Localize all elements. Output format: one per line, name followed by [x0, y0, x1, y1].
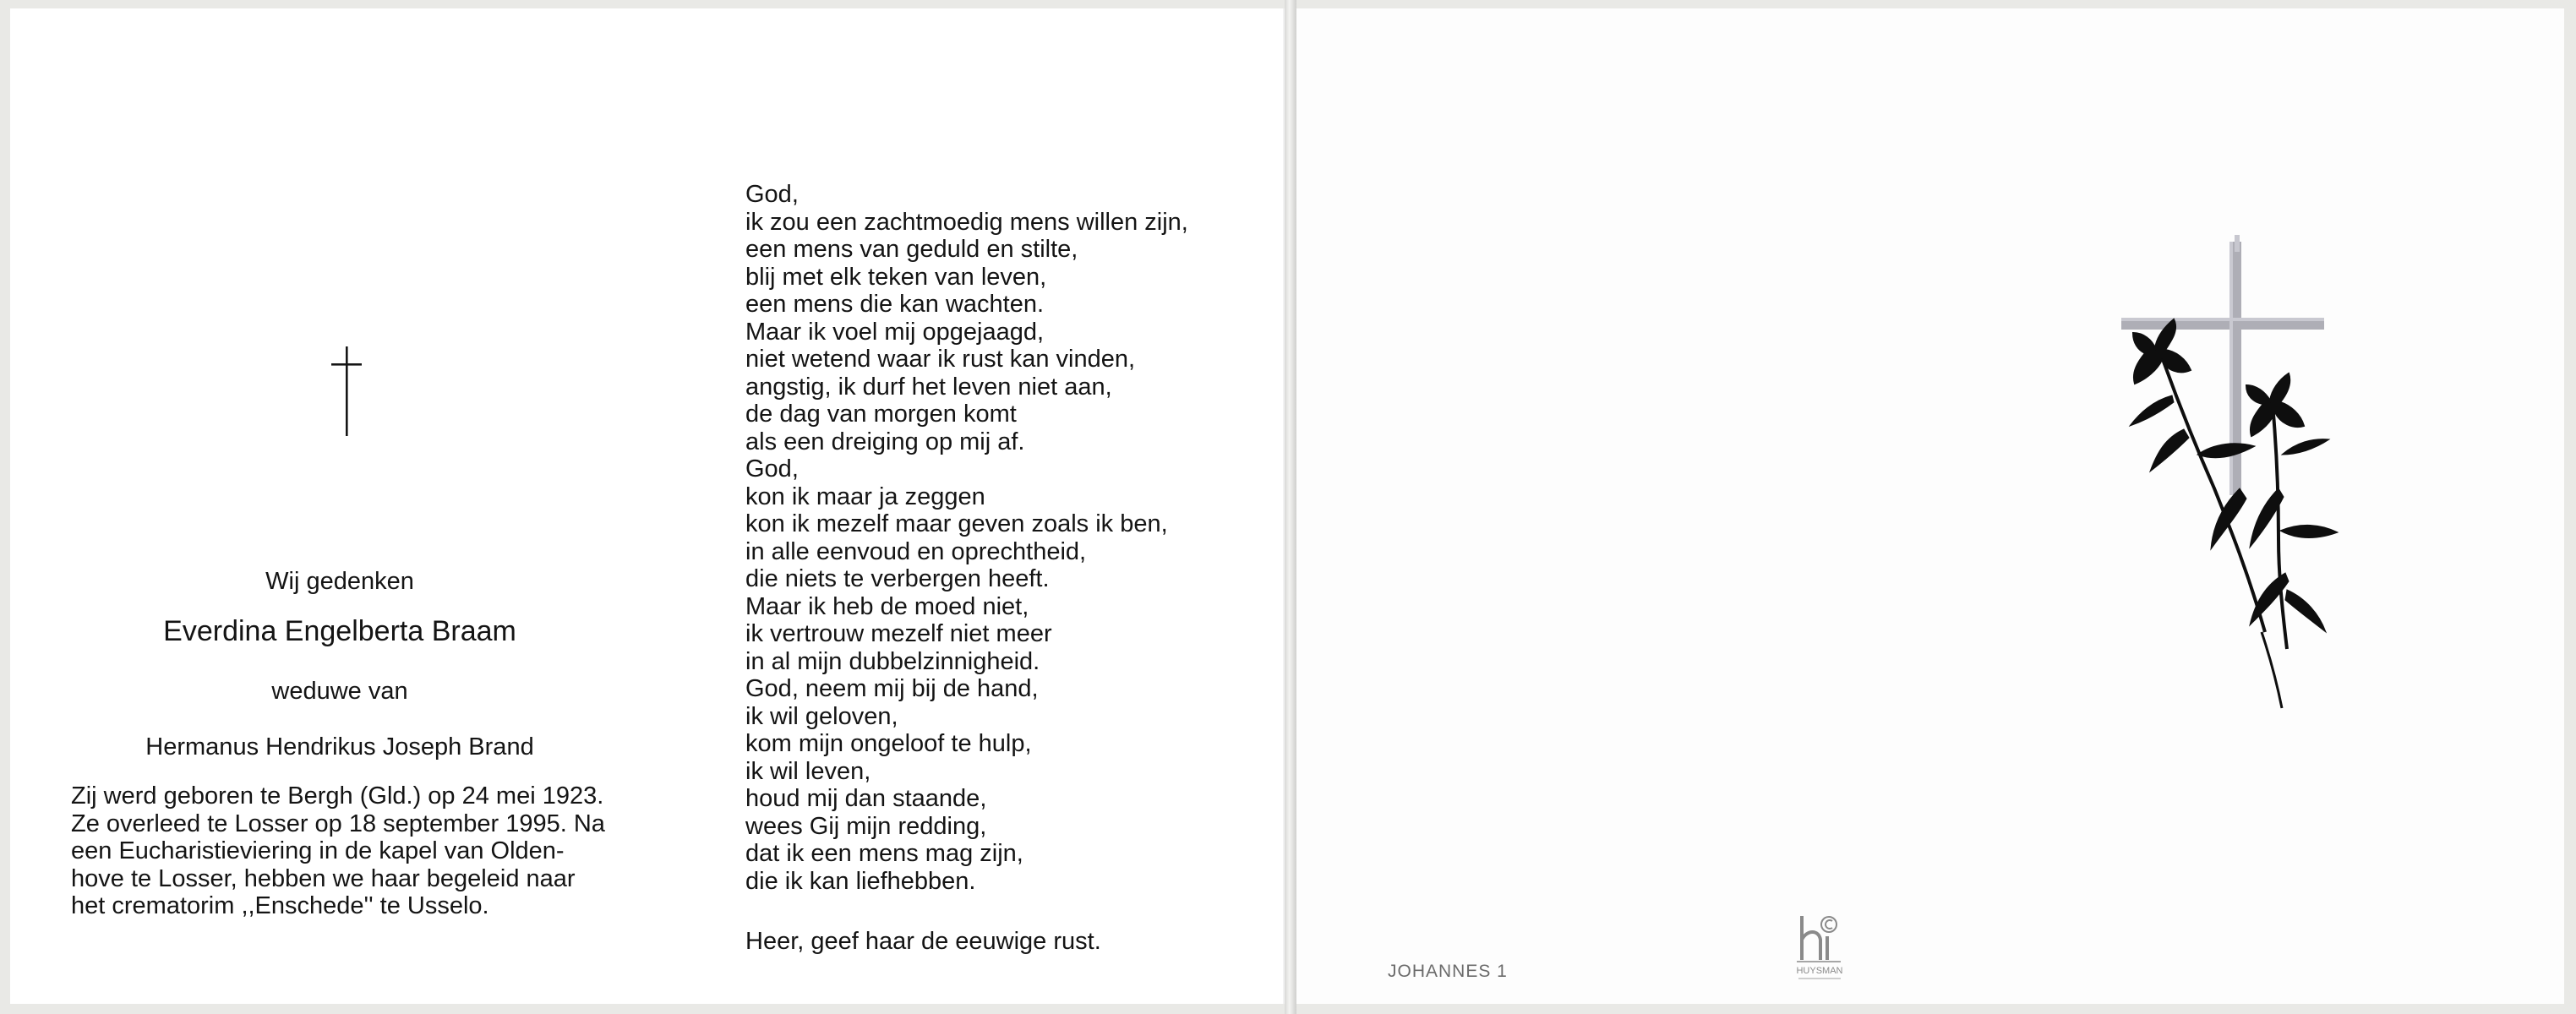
poem-line: een mens van geduld en stilte,: [745, 236, 1078, 263]
prayer-poem: [745, 181, 1188, 895]
bio-line: een Eucharistieviering in de kapel van Olden-: [71, 837, 565, 864]
spouse-name: Hermanus Hendrikus Joseph Brand: [145, 733, 534, 760]
bio-line: Zij werd geboren te Bergh (Gld.) op 24 mei 1923.: [71, 782, 604, 810]
poem-line: ik vertrouw mezelf niet meer: [745, 620, 1052, 647]
poem-line: Maar ik heb de moed niet,: [745, 592, 1029, 620]
poem-line: houd mij dan staande,: [745, 785, 987, 812]
poem-line: ik zou een zachtmoedig mens willen zijn,: [745, 208, 1188, 236]
poem-line: in al mijn dubbelzinnigheid.: [745, 647, 1040, 675]
poem-line: in alle eenvoud en oprechtheid,: [745, 537, 1087, 565]
poem-line: als een dreiging op mij af.: [745, 428, 1025, 455]
poem-line: een mens die kan wachten.: [745, 291, 1045, 318]
poem-line: kom mijn ongeloof te hulp,: [745, 730, 1032, 757]
closing-prayer: Heer, geef haar de eeuwige rust.: [745, 928, 1101, 955]
bio-line: het crematorim ,,Enschede'' te Usselo.: [71, 892, 489, 919]
cross-with-flowers-illustration: [2113, 235, 2375, 725]
svg-text:HUYSMAN: HUYSMAN: [1796, 966, 1843, 976]
poem-line: kon ik maar ja zeggen: [745, 482, 985, 510]
inside-spread: [10, 8, 1285, 1004]
poem-line: niet wetend waar ik rust kan vinden,: [745, 346, 1136, 373]
poem-line: blij met elk teken van leven,: [745, 263, 1047, 291]
poem-line: wees Gij mijn redding,: [745, 812, 987, 840]
relation-text: weduwe van: [271, 678, 408, 705]
poem-line: dat ik een mens mag zijn,: [745, 840, 1023, 867]
intro-text: Wij gedenken: [265, 568, 414, 595]
biography: [71, 782, 629, 920]
poem-line: de dag van morgen komt: [745, 401, 1017, 428]
deceased-name: Everdina Engelberta Braam: [163, 615, 516, 647]
poem-line: God,: [745, 181, 799, 208]
poem-line: God, neem mij bij de hand,: [745, 675, 1039, 702]
publisher-logo: [1790, 911, 1849, 987]
poem-line: Maar ik voel mij opgejaagd,: [745, 318, 1045, 346]
poem-line: God,: [745, 455, 799, 482]
poem-line: kon ik mezelf maar geven zoals ik ben,: [745, 510, 1168, 537]
poem-line: die ik kan liefhebben.: [745, 867, 976, 895]
bio-line: hove te Losser, hebben we haar begeleid naar: [71, 864, 576, 892]
poem-line: die niets te verbergen heeft.: [745, 565, 1050, 592]
bio-line: Ze overleed te Losser op 18 september 1995. Na: [71, 810, 605, 837]
card-fold: [1285, 0, 1296, 1014]
poem-line: ik wil leven,: [745, 757, 871, 785]
outside-spread: [1296, 8, 2564, 1004]
poem-line: ik wil geloven,: [745, 702, 898, 730]
poem-line: angstig, ik durf het leven niet aan,: [745, 373, 1112, 401]
scripture-reference: JOHANNES 1: [1388, 962, 1508, 981]
latin-cross-icon: [331, 346, 362, 436]
